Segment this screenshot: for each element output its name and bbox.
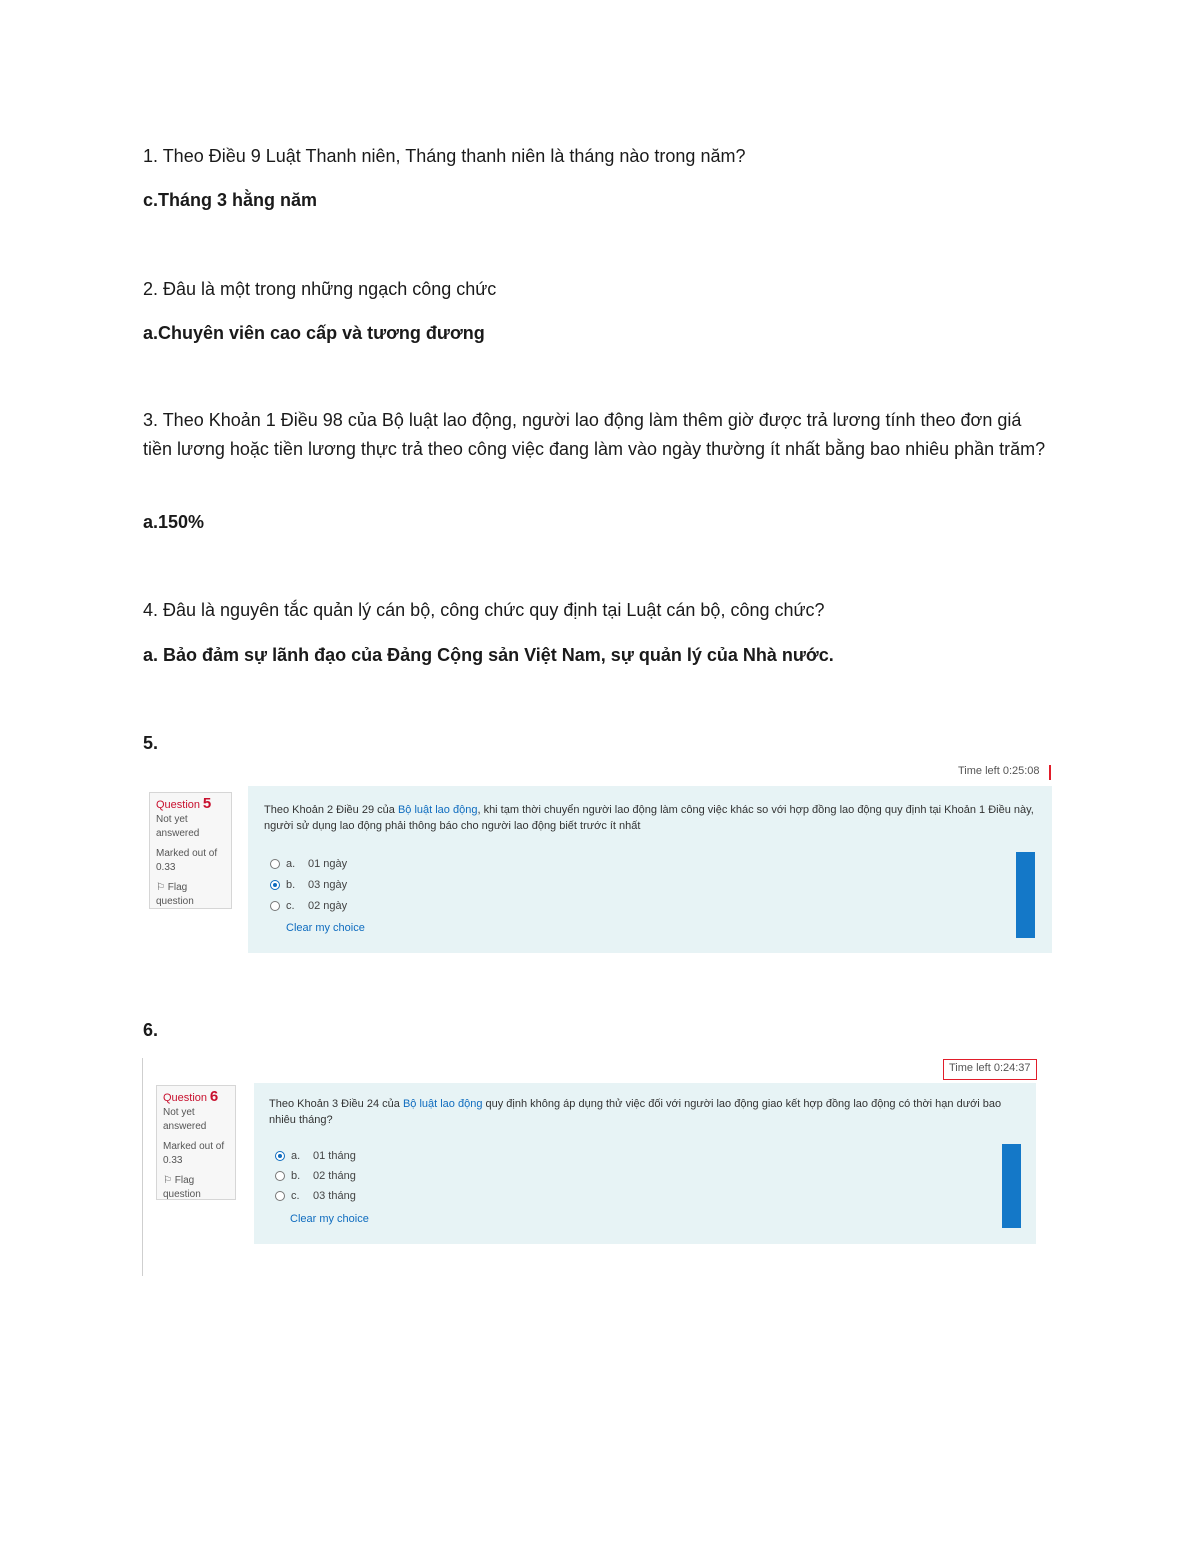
option-c-text: 03 tháng [313, 1190, 356, 1202]
clear-choice-link[interactable]: Clear my choice [286, 922, 365, 934]
option-c-letter: c. [291, 1190, 300, 1202]
radio-a[interactable] [270, 859, 280, 869]
question-5-heading: 5. [143, 733, 159, 753]
option-b[interactable] [270, 879, 347, 891]
radio-b-selected[interactable] [270, 880, 280, 890]
option-b-text: 02 tháng [313, 1170, 356, 1182]
option-b-text: 03 ngày [308, 879, 348, 891]
question-info-panel [149, 792, 232, 909]
question-1-answer: c.Tháng 3 hằng năm [143, 190, 318, 210]
marked-line-1: Marked out of [163, 1141, 225, 1152]
question-text [264, 802, 1034, 834]
law-link[interactable]: Bộ luật lao động [402, 1098, 483, 1110]
question-info-panel [156, 1085, 236, 1200]
question-text-post: , khi tạm thời chuyển người lao động làm công việc khác so với hợp đồng lao động quy định tại Khoản 1 Điều này, người sử dụng lao động phải thông báo cho người lao động biết trước ít nhất [264, 804, 1034, 832]
time-left: Time left 0:25:08 [958, 765, 1040, 777]
question-text-pre: Theo Khoản 2 Điều 29 của [264, 804, 398, 816]
flag-question-label: Flag question [163, 1175, 201, 1200]
flag-icon: ⚐ [156, 882, 165, 893]
time-left: Time left 0:24:37 [943, 1059, 1037, 1080]
option-b-letter: b. [291, 1170, 301, 1182]
question-4-answer: a. Bảo đảm sự lãnh đạo của Đảng Cộng sản Việt Nam, sự quản lý của Nhà nước. [143, 645, 834, 665]
question-number: 5 [202, 795, 212, 812]
question-3-answer: a.150% [143, 512, 205, 532]
status-line-2: answered [156, 828, 200, 839]
law-link[interactable]: Bộ luật lao động [397, 804, 478, 816]
option-a[interactable] [275, 1150, 356, 1162]
option-c[interactable] [275, 1190, 356, 1202]
radio-c[interactable] [275, 1191, 285, 1201]
option-a[interactable] [270, 858, 347, 870]
radio-a-selected[interactable] [275, 1151, 285, 1161]
scrollbar-thumb[interactable] [1002, 1144, 1021, 1228]
clear-choice-link[interactable]: Clear my choice [290, 1213, 369, 1225]
question-text [269, 1096, 1029, 1128]
option-c-text: 02 ngày [308, 900, 348, 912]
question-label: Question [163, 1092, 208, 1104]
question-1-text: 1. Theo Điều 9 Luật Thanh niên, Tháng thanh niên là tháng nào trong năm? [143, 146, 746, 166]
timer-marker [1049, 765, 1051, 780]
status-line-1: Not yet [156, 814, 188, 825]
scrollbar-thumb[interactable] [1016, 852, 1035, 938]
marked-line-2: 0.33 [156, 862, 176, 873]
question-text-post: quy định không áp dụng thử việc đối với người lao động giao kết hợp đồng lao động có thời hạn dưới bao nhiêu tháng? [269, 1098, 1002, 1126]
question-2-answer: a.Chuyên viên cao cấp và tương đương [143, 323, 485, 343]
flag-question-link[interactable] [156, 881, 225, 909]
flag-icon: ⚐ [163, 1175, 172, 1186]
marked-line-2: 0.33 [163, 1155, 183, 1166]
screenshot-edge [142, 1058, 143, 1276]
question-3-text: 3. Theo Khoản 1 Điều 98 của Bộ luật lao động, người lao động làm thêm giờ được trả lương tính theo đơn giá tiền lương hoặc tiền lương thực trả theo công việc đang làm vào ngày thường ít nhất bằng bao nhiêu phần trăm? [143, 410, 1046, 459]
question-label: Question [156, 799, 201, 811]
question-4-text: 4. Đâu là nguyên tắc quản lý cán bộ, công chức quy định tại Luật cán bộ, công chức? [143, 600, 825, 620]
radio-c[interactable] [270, 901, 280, 911]
flag-question-label: Flag question [156, 882, 194, 907]
option-a-letter: a. [286, 858, 296, 870]
radio-b[interactable] [275, 1171, 285, 1181]
flag-question-link[interactable] [163, 1174, 229, 1202]
status-line-2: answered [163, 1121, 207, 1132]
question-6-heading: 6. [143, 1020, 159, 1040]
option-a-text: 01 ngày [308, 858, 348, 870]
question-2-text: 2. Đâu là một trong những ngạch công chức [143, 279, 497, 299]
option-c-letter: c. [286, 900, 295, 912]
option-a-text: 01 tháng [313, 1150, 356, 1162]
option-c[interactable] [270, 900, 347, 912]
question-text-pre: Theo Khoản 3 Điều 24 của [269, 1098, 403, 1110]
option-b-letter: b. [286, 879, 296, 891]
option-a-letter: a. [291, 1150, 301, 1162]
status-line-1: Not yet [163, 1107, 195, 1118]
option-b[interactable] [275, 1170, 356, 1182]
marked-line-1: Marked out of [156, 848, 218, 859]
question-number: 6 [209, 1088, 219, 1105]
